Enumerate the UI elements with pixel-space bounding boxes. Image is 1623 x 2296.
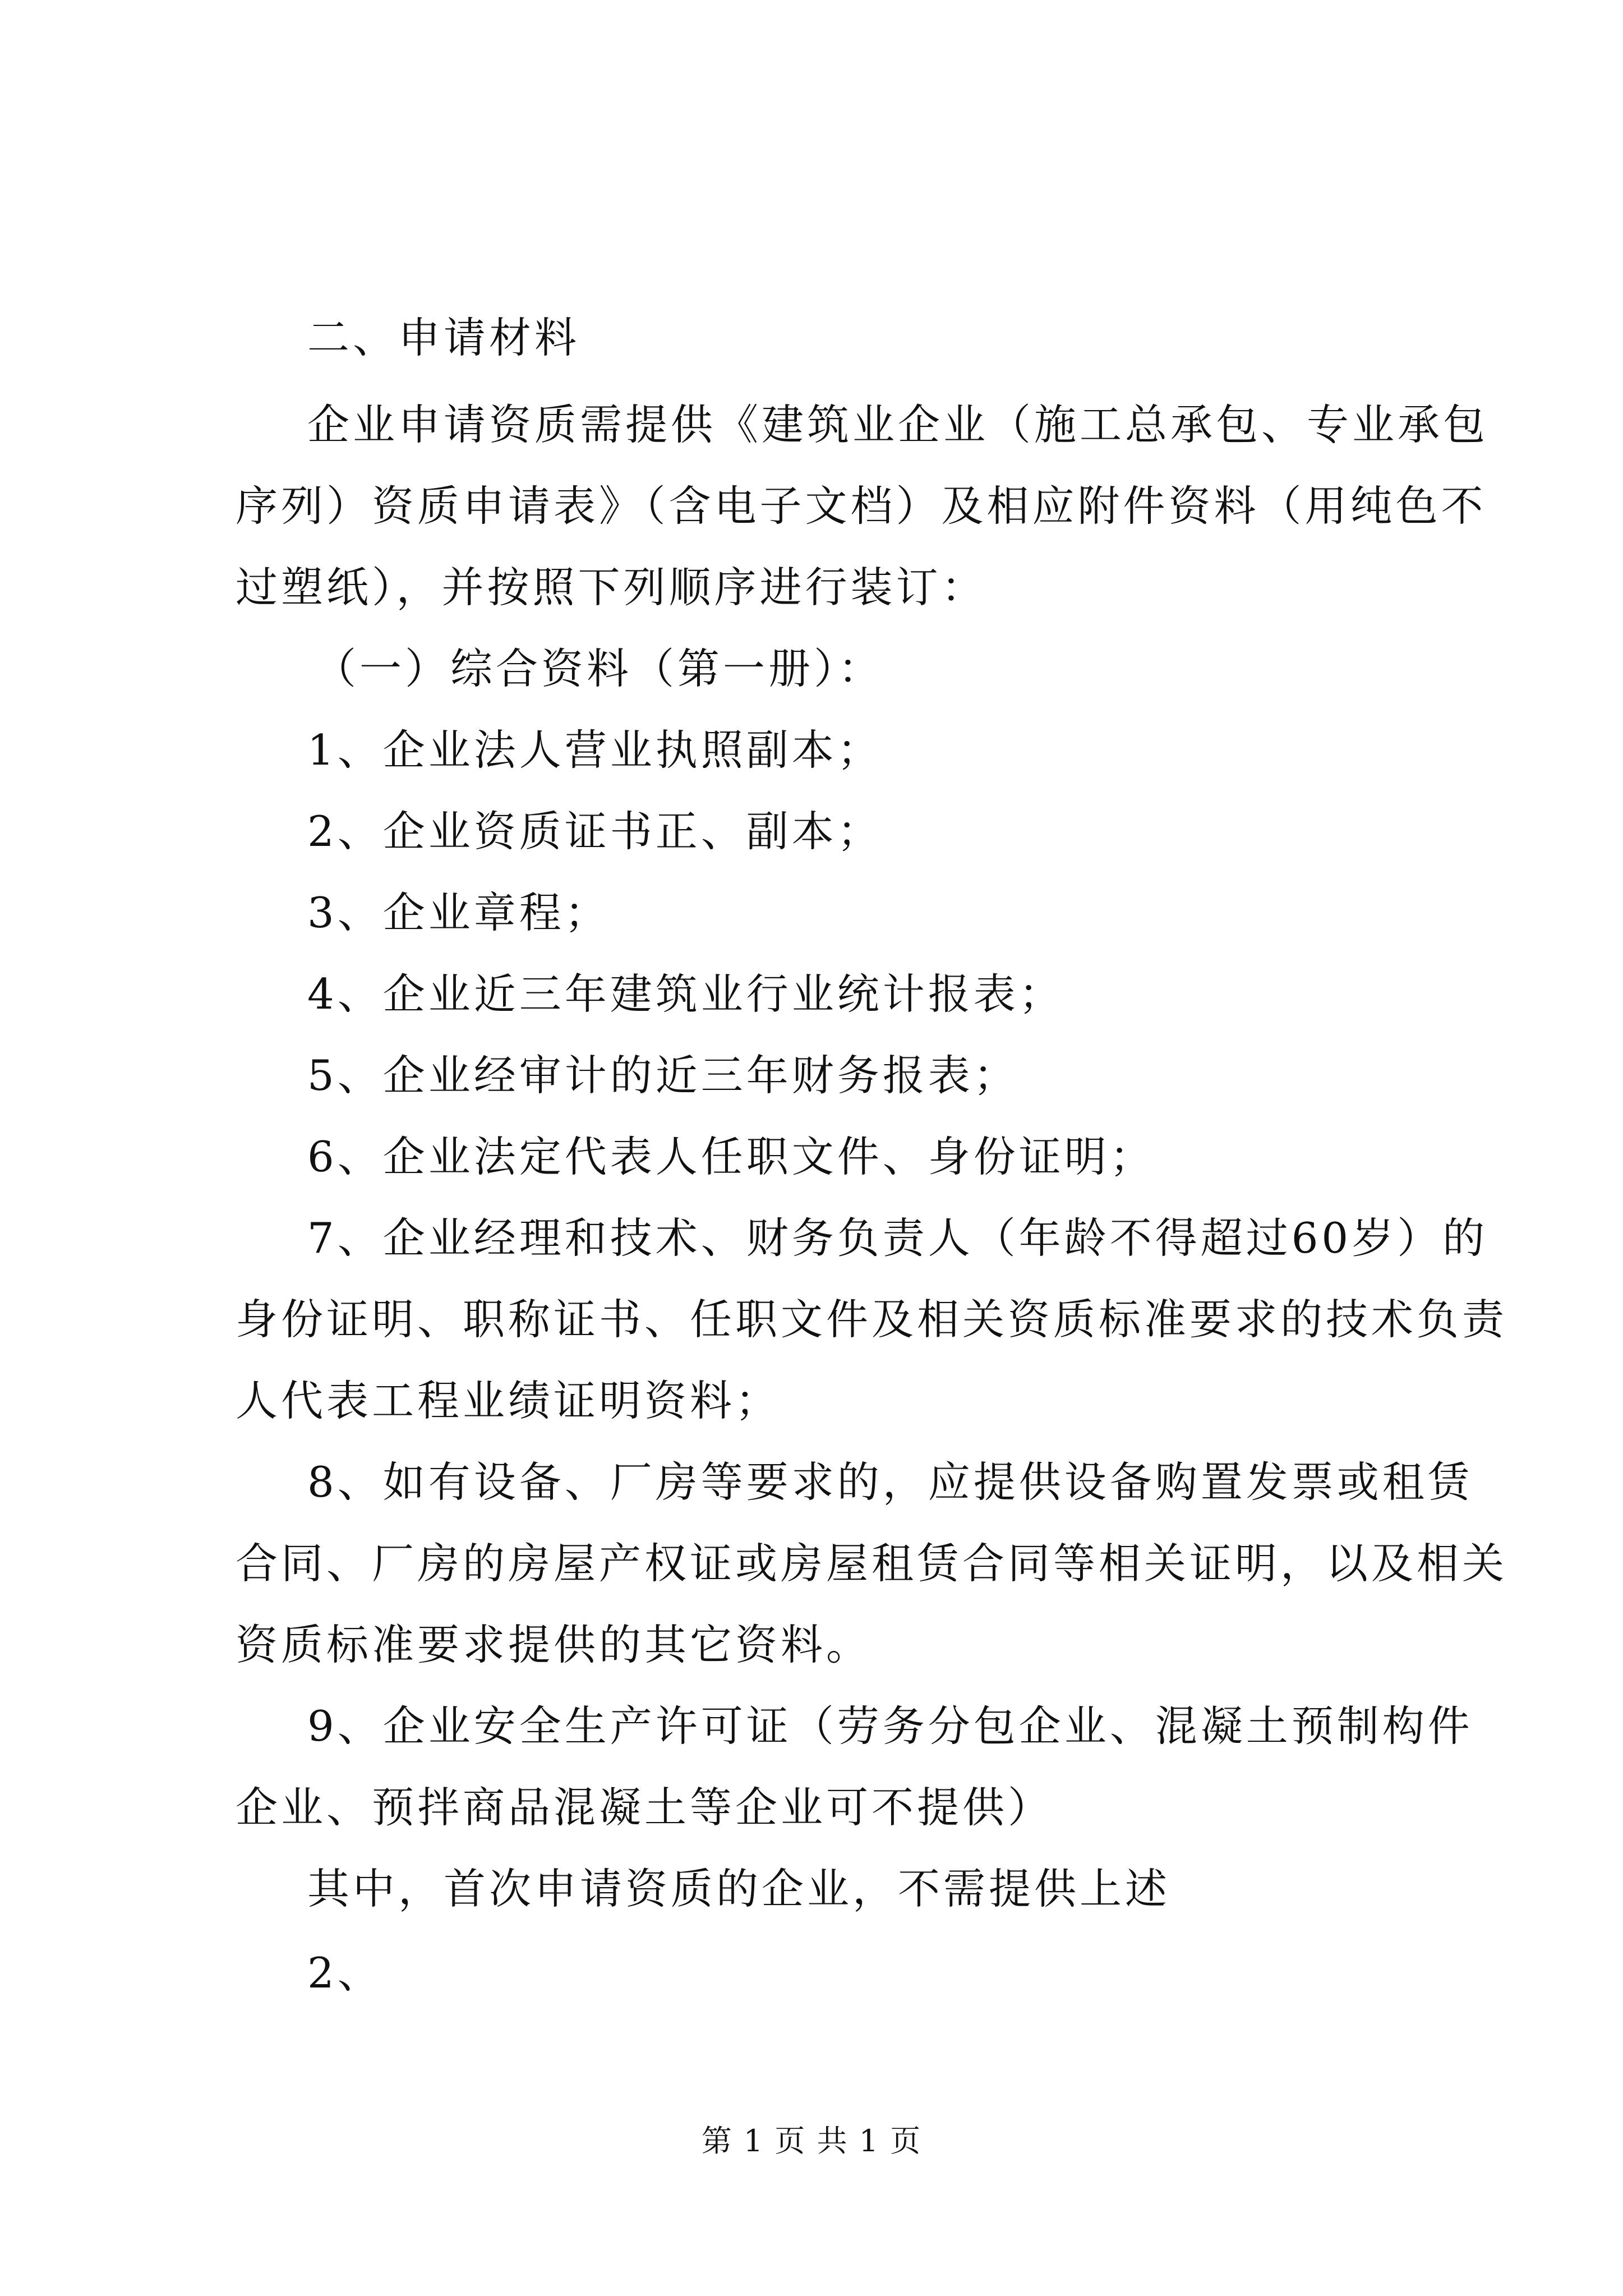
list-item-8-line-3: 资质标准要求提供的其它资料。 <box>236 1620 872 1669</box>
list-item-9-line-2: 企业、预拌商品混凝土等企业可不提供） <box>236 1783 1054 1832</box>
list-item-8-line-1: 8、如有设备、厂房等要求的，应提供设备购置发票或租赁 <box>307 1457 1473 1507</box>
subsection-title: （一）综合资料（第一册）： <box>314 644 884 693</box>
list-item-4: 4、企业近三年建筑业行业统计报表； <box>307 969 1064 1019</box>
list-item-6: 6、企业法定代表人任职文件、身份证明； <box>307 1132 1155 1181</box>
intro-line-2: 序列）资质申请表》（含电子文档）及相应附件资料（用纯色不 <box>236 481 1487 531</box>
list-item-2: 2、企业资质证书正、副本； <box>307 807 883 856</box>
trailing-line: 2、 <box>307 1948 383 1998</box>
list-item-8-line-2: 合同、厂房的房屋产权证或房屋租赁合同等相关证明，以及相关 <box>236 1539 1508 1588</box>
list-item-5: 5、企业经审计的近三年财务报表； <box>307 1051 1019 1100</box>
list-item-7-line-2: 身份证明、职称证书、任职文件及相关资质标准要求的技术负责 <box>236 1295 1508 1344</box>
intro-line-1: 企业申请资质需提供《建筑业企业（施工总承包、专业承包 <box>307 400 1489 449</box>
list-item-9-line-1: 9、企业安全生产许可证（劳务分包企业、混凝土预制构件 <box>307 1701 1473 1751</box>
section-heading: 二、申请材料 <box>307 313 580 362</box>
intro-line-3: 过塑纸），并按照下列顺序进行装订： <box>236 563 987 612</box>
list-item-3: 3、企业章程； <box>307 888 610 937</box>
list-item-7-line-1: 7、企业经理和技术、财务负责人（年龄不得超过60岁）的 <box>307 1213 1488 1263</box>
list-item-7-line-3: 人代表工程业绩证明资料； <box>236 1376 781 1425</box>
page-footer: 第 1 页 共 1 页 <box>701 2123 922 2159</box>
list-item-1: 1、企业法人营业执照副本； <box>307 725 883 775</box>
note-line: 其中，首次申请资质的企业，不需提供上述 <box>307 1864 1171 1913</box>
